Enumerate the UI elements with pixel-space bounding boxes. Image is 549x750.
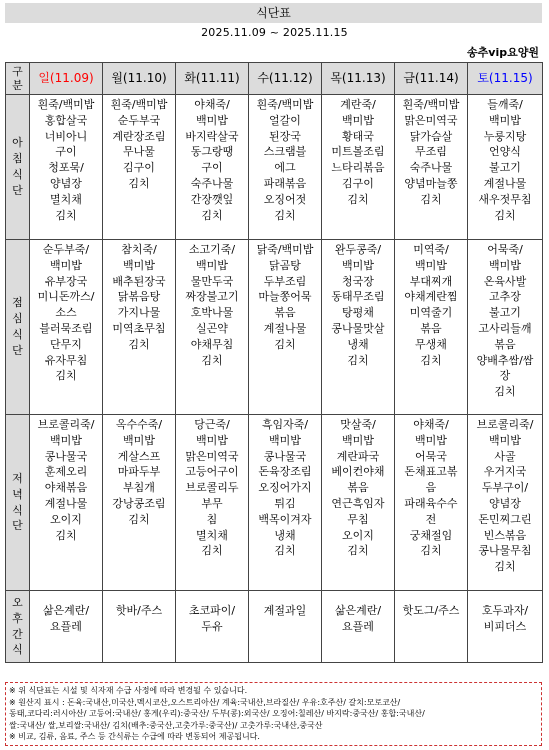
meal-label-char: 녁 xyxy=(12,487,23,501)
menu-item: 백미밥 xyxy=(123,433,155,447)
menu-cell xyxy=(176,415,249,591)
menu-item: 김치 xyxy=(274,337,296,351)
footnote-line: 동태,코다리:러시아산/ 고등어:국내산/ 홍게(우리):중국산/ 두부(콩):외국산/ 오징어:칠레산/ 바지락:중국산/ 홍합:국내산/ xyxy=(9,709,425,718)
meal-label-char: 간 xyxy=(12,627,23,641)
menu-item: 백미밥 xyxy=(342,258,374,272)
menu-cell xyxy=(395,591,468,663)
menu-item: 고추장 xyxy=(489,290,521,304)
menu-item: 김치 xyxy=(201,353,223,367)
menu-item: 동그랑땡 xyxy=(190,145,234,159)
day-header: 토(11.15) xyxy=(468,63,543,95)
menu-item: 숙주나물 xyxy=(409,161,453,175)
meal-row xyxy=(6,415,543,591)
menu-cell xyxy=(395,95,468,240)
menu-item: 두유 xyxy=(201,619,223,633)
menu-item: 백미밥 xyxy=(489,113,521,127)
menu-item: 두부구이/ xyxy=(481,481,529,495)
menu-item: 미역줄기 xyxy=(409,306,453,320)
menu-item: 요플레 xyxy=(342,619,374,633)
menu-item: 들깨죽/ xyxy=(487,98,523,111)
menu-item: 황태국 xyxy=(342,129,374,143)
menu-item: 김치 xyxy=(55,208,77,222)
menu-item: 스크램블 xyxy=(263,145,307,159)
menu-item: 김치 xyxy=(55,528,77,542)
meal-label-char: 식 xyxy=(12,168,23,181)
menu-item: 김치 xyxy=(347,192,369,206)
menu-cell xyxy=(468,240,543,415)
menu-item: 볶음 xyxy=(420,321,442,335)
menu-item: 오이지 xyxy=(342,528,374,542)
menu-item: 계란파국 xyxy=(336,449,380,463)
menu-item: 백미밥 xyxy=(196,113,228,127)
menu-item: 고등어구이 xyxy=(185,465,239,479)
menu-cell xyxy=(176,240,249,415)
menu-item: 멸치채 xyxy=(196,528,228,542)
day-header: 화(11.11) xyxy=(176,63,249,95)
menu-item: 맑은미역국 xyxy=(404,113,458,127)
menu-item: 궁채절임 xyxy=(409,528,453,542)
menu-item: 동태무조림 xyxy=(331,290,385,304)
menu-cell xyxy=(395,240,468,415)
menu-cell xyxy=(322,415,395,591)
meal-row xyxy=(6,591,543,663)
menu-item: 김구이 xyxy=(342,176,374,190)
menu-item: 백미밥 xyxy=(123,258,155,272)
menu-cell xyxy=(176,95,249,240)
menu-item: 콩나물국 xyxy=(263,449,307,463)
menu-item: 콩나물무침 xyxy=(478,544,532,558)
menu-item: 너비아니 xyxy=(44,129,88,143)
menu-item: 김치 xyxy=(347,544,369,558)
menu-item: 브로콜리두 xyxy=(185,481,239,495)
menu-item: 김치 xyxy=(201,208,223,222)
day-header: 월(11.10) xyxy=(103,63,176,95)
menu-item: 가지나물 xyxy=(117,306,161,320)
menu-item: 김구이 xyxy=(123,161,155,175)
menu-item: 간장깻잎 xyxy=(190,192,234,206)
menu-item: 언양식 xyxy=(489,145,521,159)
meal-label-char: 아 xyxy=(12,136,23,150)
menu-item: 미역초무침 xyxy=(112,321,166,335)
meal-row xyxy=(6,95,543,240)
corner-label xyxy=(6,63,30,95)
facility-name: 송추vip요양원 xyxy=(467,46,539,59)
menu-item: 어묵국 xyxy=(415,449,447,463)
menu-item: 볶음 xyxy=(347,481,369,495)
footnote-line: ※ 원산지 표시 : 돈육:국내산,미국산,멕시코산,오스트리아산/ 계육:국내산,브라질산/ 우유:호주산/ 갈치:모로코산/ xyxy=(9,697,401,707)
menu-item: 당근죽/ xyxy=(194,418,230,431)
menu-item: 백미밥 xyxy=(269,433,301,447)
menu-item: 닭죽/백미밥 xyxy=(256,243,314,256)
menu-item: 에그 xyxy=(274,161,296,175)
menu-item: 백미밥 xyxy=(342,113,374,127)
menu-item: 느타리볶음 xyxy=(331,161,385,175)
menu-item: 소스 xyxy=(55,306,77,320)
menu-item: 파래육수수 xyxy=(404,496,458,510)
meal-label-char: 식 xyxy=(12,503,23,517)
day-header: 일(11.09) xyxy=(30,63,103,95)
menu-item: 돈육장조림 xyxy=(258,465,312,479)
menu-item: 김치 xyxy=(128,337,150,351)
meal-label-char: 점 xyxy=(12,296,23,310)
menu-item: 불고기 xyxy=(489,306,521,320)
menu-cell xyxy=(30,591,103,663)
meal-label-char: 단 xyxy=(12,183,23,197)
menu-item: 순두부죽/ xyxy=(42,243,90,256)
meal-label-char: 단 xyxy=(12,519,23,533)
menu-item: 블러묵조림 xyxy=(39,321,93,335)
menu-title: 식단표 xyxy=(5,3,542,23)
menu-cell xyxy=(249,415,322,591)
menu-item: 야채무침 xyxy=(190,337,234,351)
day-header: 목(11.13) xyxy=(322,63,395,95)
menu-cell xyxy=(322,591,395,663)
menu-item: 호박나물 xyxy=(190,306,234,320)
menu-cell xyxy=(103,591,176,663)
menu-item: 빈스볶음 xyxy=(483,528,527,542)
menu-item: 돈민찌그린 xyxy=(478,512,532,526)
menu-item: 닭볶음탕 xyxy=(117,290,161,304)
menu-item: 청국장 xyxy=(342,274,374,288)
menu-item: 야채죽/ xyxy=(194,98,230,111)
menu-item: 사골 xyxy=(494,449,516,463)
menu-item: 구이 xyxy=(201,161,223,175)
menu-item: 옥수수죽/ xyxy=(115,418,163,431)
menu-cell xyxy=(249,95,322,240)
menu-item: 백미밥 xyxy=(196,258,228,272)
menu-item: 계란죽/ xyxy=(340,98,376,111)
footnote-line: ※ 위 식단표는 시설 및 식자재 수급 사정에 따라 변경될 수 있습니다. xyxy=(9,686,248,695)
menu-item: 백미밥 xyxy=(342,433,374,447)
meal-label-char: 식 xyxy=(12,328,23,341)
menu-item: 야채죽/ xyxy=(413,418,449,431)
menu-item: 유부장국 xyxy=(44,274,88,288)
menu-item: 불고기 xyxy=(489,161,521,175)
menu-item: 부대찌개 xyxy=(409,274,453,288)
menu-item: 물만두국 xyxy=(190,274,234,288)
menu-item: 호두과자/ xyxy=(481,604,529,617)
menu-item: 된장국 xyxy=(269,129,301,143)
menu-item: 김치 xyxy=(494,208,516,222)
menu-item: 오징어가지 xyxy=(258,481,312,495)
menu-item: 야채볶음 xyxy=(44,481,88,495)
menu-item: 김치 xyxy=(55,369,77,383)
menu-item: 온육사발 xyxy=(483,274,527,288)
menu-item: 전 xyxy=(425,512,437,526)
menu-item: 김치 xyxy=(420,544,442,558)
menu-item: 흑임자죽/ xyxy=(261,418,309,431)
menu-item: 김치 xyxy=(347,353,369,367)
menu-item: 미트볼조림 xyxy=(331,145,385,159)
menu-item: 비피더스 xyxy=(483,619,527,633)
menu-item: 닭곰탕 xyxy=(269,258,301,272)
menu-cell xyxy=(103,240,176,415)
menu-item: 김치 xyxy=(128,176,150,190)
menu-item: 백미밥 xyxy=(489,433,521,447)
menu-cell xyxy=(468,591,543,663)
menu-item: 양배추쌈/쌈 xyxy=(476,353,534,367)
menu-item: 무조림 xyxy=(415,145,447,159)
weekly-menu-table xyxy=(5,62,543,663)
menu-item: 볶음 xyxy=(274,306,296,320)
menu-item: 냉채 xyxy=(347,337,369,351)
menu-item: 고사리들깨 xyxy=(478,321,532,335)
menu-item: 김치 xyxy=(274,544,296,558)
menu-item: 완두콩죽/ xyxy=(334,243,382,256)
menu-item: 백미밥 xyxy=(50,433,82,447)
menu-item: 맑은미역국 xyxy=(185,449,239,463)
menu-item: 백미밥 xyxy=(415,433,447,447)
menu-item: 단무지 xyxy=(50,337,82,351)
menu-item: 흰죽/백미밥 xyxy=(110,98,168,111)
menu-item: 실곤약 xyxy=(196,321,228,335)
menu-item: 참치죽/ xyxy=(121,243,157,256)
footnote-line: 쌀:국내산/ 쌀,보리쌀:국내산/ 김치(배추:중국산,고춧가루:중국산)/ 고춧가루:국내산,중국산 xyxy=(9,720,323,730)
menu-item: 청포묵/ xyxy=(48,161,84,175)
menu-item: 콩나물국 xyxy=(44,449,88,463)
menu-item: 김치 xyxy=(494,560,516,574)
menu-item: 핫도그/주스 xyxy=(402,604,460,617)
meal-label xyxy=(6,591,30,663)
menu-item: 마파두부 xyxy=(117,465,161,479)
menu-item: 침 xyxy=(206,512,218,526)
meal-label xyxy=(6,415,30,591)
menu-item: 게살스프 xyxy=(117,449,161,463)
day-header-row xyxy=(6,63,543,95)
meal-label-char: 식 xyxy=(12,643,23,657)
menu-cell xyxy=(395,415,468,591)
menu-item: 미니돈까스/ xyxy=(37,290,95,304)
menu-item: 음 xyxy=(425,481,437,495)
menu-item: 장 xyxy=(499,369,511,383)
menu-item: 핫바/주스 xyxy=(115,604,163,617)
menu-item: 바지락살국 xyxy=(185,129,239,143)
meal-label xyxy=(6,240,30,415)
menu-item: 백미밥 xyxy=(196,433,228,447)
meal-row xyxy=(6,240,543,415)
menu-item: 김치 xyxy=(420,353,442,367)
menu-item: 우거지국 xyxy=(483,465,527,479)
menu-item: 탕평채 xyxy=(342,306,374,320)
menu-item: 삶은계란/ xyxy=(42,604,90,617)
menu-item: 짜장불고기 xyxy=(185,290,239,304)
day-header: 수(11.12) xyxy=(249,63,322,95)
menu-item: 계절나물 xyxy=(483,176,527,190)
menu-item: 파래볶음 xyxy=(263,176,307,190)
menu-item: 숙주나물 xyxy=(190,176,234,190)
menu-item: 김치 xyxy=(201,544,223,558)
menu-item: 볶음 xyxy=(494,337,516,351)
menu-item: 요플레 xyxy=(50,619,82,633)
menu-cell xyxy=(30,95,103,240)
menu-item: 미역죽/ xyxy=(413,243,449,256)
menu-cell xyxy=(249,591,322,663)
menu-item: 양념장 xyxy=(489,496,521,510)
menu-item: 흰죽/백미밥 xyxy=(37,98,95,111)
menu-item: 콩나물맛살 xyxy=(331,321,385,335)
menu-item: 야채계란찜 xyxy=(404,290,458,304)
menu-item: 홍합살국 xyxy=(44,113,88,127)
meal-label-char: 저 xyxy=(12,471,23,485)
menu-item: 계절과일 xyxy=(263,604,307,617)
day-header: 금(11.14) xyxy=(395,63,468,95)
menu-item: 튀김 xyxy=(274,496,296,510)
menu-item: 베이컨야채 xyxy=(331,465,385,479)
meal-label-char: 침 xyxy=(12,152,23,166)
footnote-line: ※ 비교, 김류, 음료, 주스 등 간식류는 수급에 따라 변동되어 제공됩니다. xyxy=(9,732,260,741)
meal-label-char: 심 xyxy=(12,312,23,326)
menu-item: 어묵죽/ xyxy=(487,243,523,256)
menu-item: 두부조림 xyxy=(263,274,307,288)
menu-item: 백미밥 xyxy=(415,258,447,272)
menu-item: 구이 xyxy=(55,145,77,159)
menu-item: 흰죽/백미밥 xyxy=(402,98,460,111)
menu-item: 부무 xyxy=(201,496,223,510)
menu-item: 삶은계란/ xyxy=(334,604,382,617)
meal-label-char: 단 xyxy=(12,343,23,357)
menu-item: 훈제오리 xyxy=(44,465,88,479)
menu-cell xyxy=(322,95,395,240)
menu-item: 맛살죽/ xyxy=(340,418,376,431)
menu-item: 계절나물 xyxy=(263,321,307,335)
meal-label-char: 후 xyxy=(12,611,23,625)
menu-item: 흰죽/백미밥 xyxy=(256,98,314,111)
menu-item: 김치 xyxy=(494,385,516,399)
menu-item: 김치 xyxy=(274,208,296,222)
meal-label xyxy=(6,95,30,240)
menu-item: 초코파이/ xyxy=(188,604,236,617)
menu-item: 오징어젓 xyxy=(263,192,307,206)
menu-item: 무나물 xyxy=(123,145,155,159)
menu-item: 마늘쫑어묵 xyxy=(258,290,312,304)
meal-label-char: 오 xyxy=(12,595,23,609)
menu-item: 브로콜리죽/ xyxy=(37,418,95,431)
menu-cell xyxy=(249,240,322,415)
menu-item: 백목이겨자 xyxy=(258,512,312,526)
menu-item: 닭가슴살 xyxy=(409,129,453,143)
menu-item: 백미밥 xyxy=(50,258,82,272)
menu-item: 연근흑임자 xyxy=(331,496,385,510)
menu-item: 양념마늘쫑 xyxy=(404,176,458,190)
menu-item: 김치 xyxy=(128,512,150,526)
menu-item: 양념장 xyxy=(50,176,82,190)
menu-cell xyxy=(322,240,395,415)
menu-item: 새우젓무침 xyxy=(478,192,532,206)
corner-char: 구 xyxy=(12,64,23,78)
corner-char: 분 xyxy=(12,78,23,92)
menu-item: 김치 xyxy=(420,192,442,206)
menu-item: 순두부국 xyxy=(117,113,161,127)
menu-cell xyxy=(103,415,176,591)
menu-item: 강낭콩조림 xyxy=(112,496,166,510)
menu-cell xyxy=(468,95,543,240)
footnote-box xyxy=(5,682,542,746)
menu-item: 무생채 xyxy=(415,337,447,351)
menu-item: 부침개 xyxy=(123,481,155,495)
menu-item: 소고기죽/ xyxy=(188,243,236,256)
menu-item: 백미밥 xyxy=(489,258,521,272)
menu-item: 계절나물 xyxy=(44,496,88,510)
menu-item: 오이지 xyxy=(50,512,82,526)
menu-item: 브로콜리죽/ xyxy=(476,418,534,431)
menu-cell xyxy=(176,591,249,663)
menu-cell xyxy=(468,415,543,591)
menu-item: 유자무침 xyxy=(44,353,88,367)
menu-cell xyxy=(30,415,103,591)
menu-cell xyxy=(30,240,103,415)
date-range: 2025.11.09 ~ 2025.11.15 xyxy=(201,26,348,39)
menu-item: 멸치채 xyxy=(50,192,82,206)
menu-cell xyxy=(103,95,176,240)
menu-item: 계란장조림 xyxy=(112,129,166,143)
menu-item: 무침 xyxy=(347,512,369,526)
menu-item: 돈채표고볶 xyxy=(404,465,458,479)
menu-item: 냉채 xyxy=(274,528,296,542)
menu-item: 배추된장국 xyxy=(112,274,166,288)
menu-item: 얼갈이 xyxy=(269,113,301,127)
menu-item: 누룽지탕 xyxy=(483,129,527,143)
